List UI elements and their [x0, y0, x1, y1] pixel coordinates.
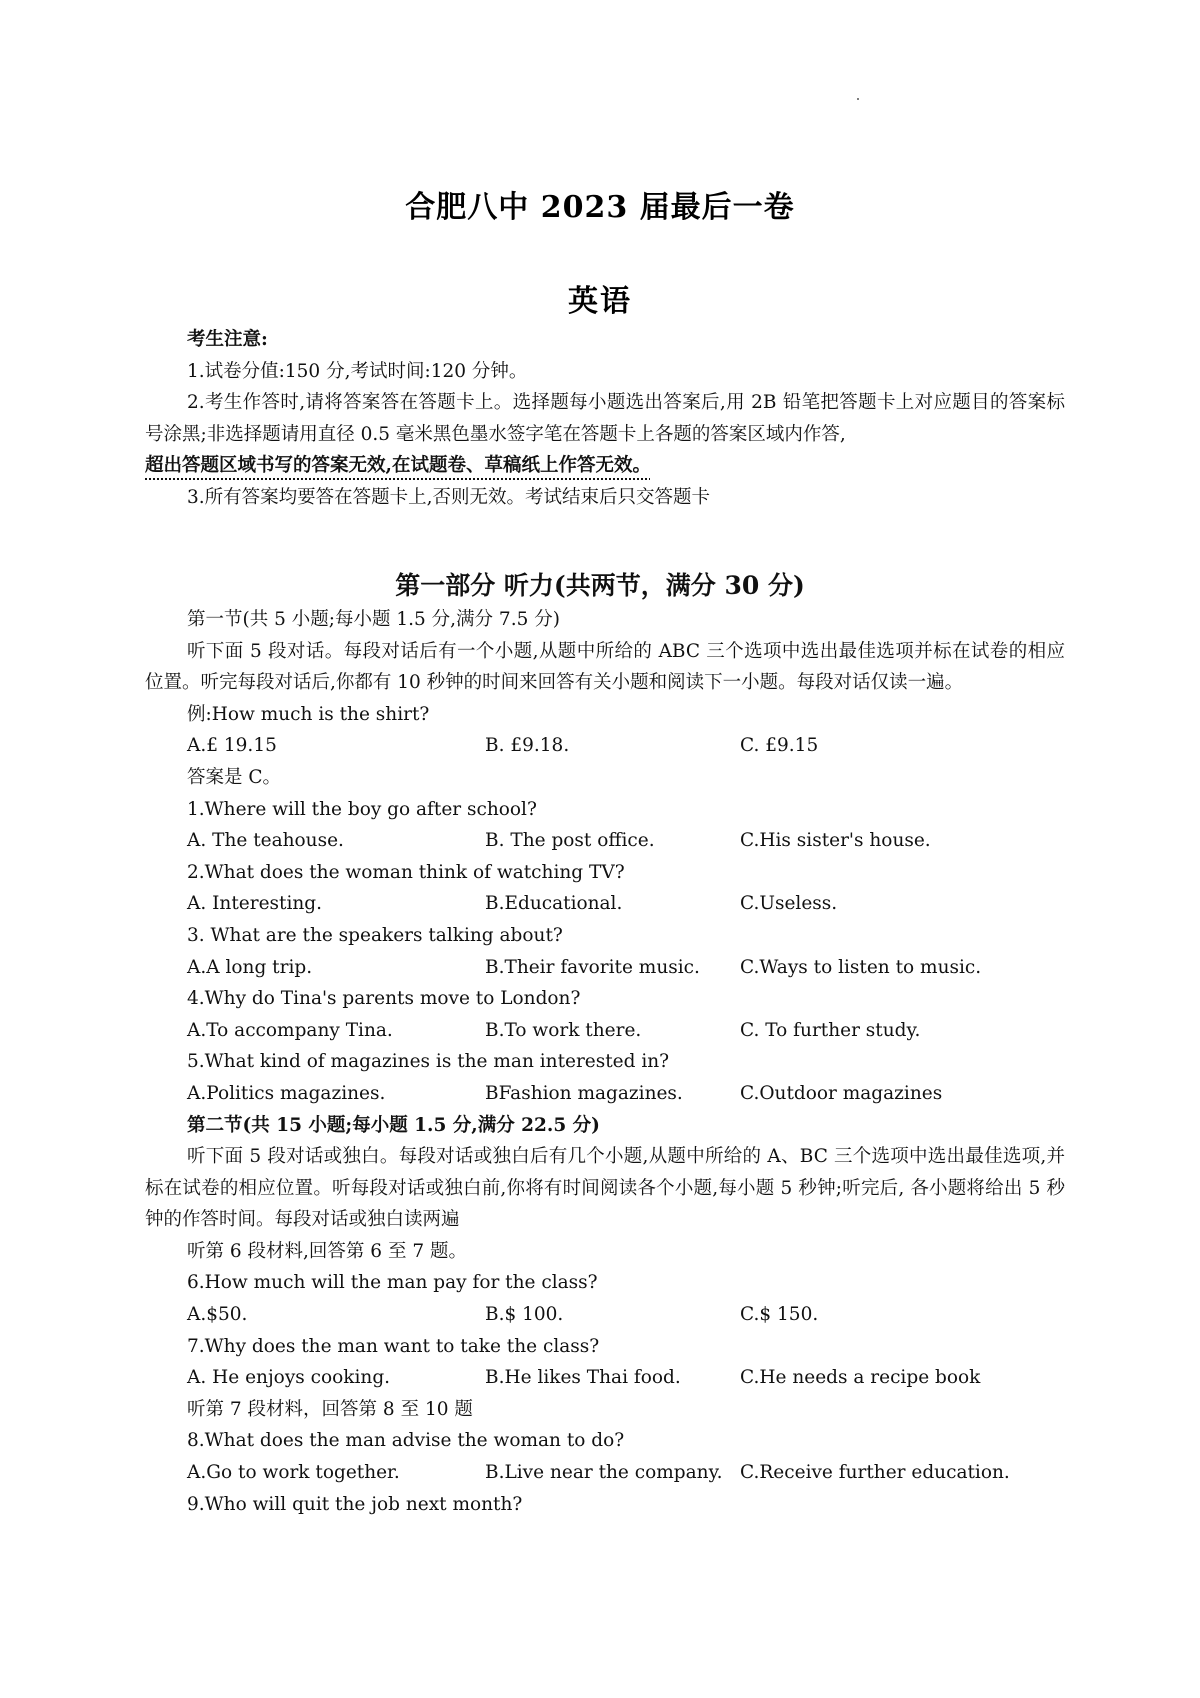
example-answer: 答案是 C。 [187, 766, 282, 788]
option-c: C.$ 150. [740, 1304, 819, 1326]
question-text: 3. What are the speakers talking about? [187, 924, 563, 946]
section2-instructions: 听下面 5 段对话或独白。每段对话或独白后有几个小题,从题中所给的 A、BC 三个选项中选出最佳选项,并标在试卷的相应位置。听每段对话或独白前,你将有时间阅读各个小题,每小题 5 秒钟;听完后, 各小题将给出 5 秒钟的作答时间。每段对话或独白读两遍 [145, 1146, 1065, 1231]
notice-item-2-emphasis: 超出答题区域书写的答案无效,在试题卷、草稿纸上作答无效。 [145, 455, 651, 477]
question-text: 7.Why does the man want to take the class? [187, 1335, 600, 1357]
option-b: B.To work there. [485, 1019, 642, 1041]
option-a: A.£ 19.15 [187, 735, 277, 757]
option-b: B. The post office. [485, 830, 655, 852]
question-text: 5.What kind of magazines is the man interested in? [187, 1051, 670, 1073]
example-question: 例:How much is the shirt? [187, 703, 430, 725]
option-b: B. £9.18. [485, 735, 570, 757]
question-options [145, 1015, 1065, 1047]
notice-heading: 考生注意: [187, 329, 268, 350]
notice-item-3: 3.所有答案均要答在答题卡上,否则无效。考试结束后只交答题卡 [187, 486, 711, 508]
material-6-label: 听第 6 段材料,回答第 6 至 7 题。 [187, 1240, 467, 1262]
option-c: C.Receive further education. [740, 1462, 1010, 1484]
question-options [145, 1362, 1065, 1394]
section1-instructions: 听下面 5 段对话。每段对话后有一个小题,从题中所给的 ABC 三个选项中选出最佳选项并标在试卷的相应位置。听完每段对话后,你都有 10 秒钟的时间来回答有关小题和阅读下一小题。每段对话仅读一遍。 [145, 640, 1065, 694]
option-b: BFashion magazines. [485, 1082, 683, 1104]
option-c: C.Outdoor magazines [740, 1082, 943, 1104]
option-a: A. Interesting. [187, 893, 323, 915]
material-7-label: 听第 7 段材料，回答第 8 至 10 题 [187, 1398, 473, 1420]
option-a: A. He enjoys cooking. [187, 1367, 391, 1389]
question-options [145, 952, 1065, 984]
notice-block [145, 324, 1065, 514]
question-text: 8.What does the man advise the woman to do? [187, 1430, 625, 1452]
option-a: A.To accompany Tina. [187, 1019, 393, 1041]
part1-heading: 第一部分 听力(共两节，满分 30 分) [395, 571, 805, 600]
subject-title: 英语 [568, 284, 632, 319]
option-b: B.$ 100. [485, 1304, 564, 1326]
option-c: C.He needs a recipe book [740, 1367, 981, 1389]
option-c: C. £9.15 [740, 735, 819, 757]
option-a: A. The teahouse. [187, 830, 344, 852]
option-b: B.Their favorite music. [485, 956, 700, 978]
question-options [145, 1299, 1065, 1331]
option-c: C.His sister's house. [740, 830, 931, 852]
option-c: C.Useless. [740, 893, 838, 915]
exam-title: 合肥八中 2023 届最后一卷 [405, 190, 795, 225]
scan-dot [857, 98, 859, 100]
section2-heading: 第二节(共 15 小题;每小题 1.5 分,满分 22.5 分) [187, 1114, 600, 1136]
option-a: A.Go to work together. [187, 1462, 400, 1484]
example-options [145, 730, 1065, 762]
option-c: C. To further study. [740, 1019, 921, 1041]
option-b: B.He likes Thai food. [485, 1367, 681, 1389]
question-options [145, 1078, 1065, 1110]
question-text: 2.What does the woman think of watching TV? [187, 861, 625, 883]
option-b: B.Educational. [485, 893, 623, 915]
question-options [145, 888, 1065, 920]
question-text: 6.How much will the man pay for the class? [187, 1272, 598, 1294]
question-text: 1.Where will the boy go after school? [187, 798, 537, 820]
question-text: 4.Why do Tina's parents move to London? [187, 988, 581, 1010]
option-a: A.$50. [187, 1304, 248, 1326]
section1-heading: 第一节(共 5 小题;每小题 1.5 分,满分 7.5 分) [187, 609, 560, 630]
question-text: 9.Who will quit the job next month? [187, 1493, 523, 1515]
question-options [145, 1457, 1065, 1489]
option-b: B.Live near the company. [485, 1462, 723, 1484]
option-a: A.A long trip. [187, 956, 313, 978]
question-options [145, 825, 1065, 857]
notice-item-2-text: 2.考生作答时,请将答案答在答题卡上。选择题每小题选出答案后,用 2B 铅笔把答题卡上对应题目的答案标号涂黑;非选择题请用直径 0.5 毫米黑色墨水签字笔在答题卡上各题的答案区域内作答, [145, 392, 1065, 445]
option-a: A.Politics magazines. [187, 1082, 386, 1104]
notice-item-2 [145, 387, 1065, 482]
option-c: C.Ways to listen to music. [740, 956, 982, 978]
section1-block [145, 604, 1065, 1520]
notice-item-1: 1.试卷分值:150 分,考试时间:120 分钟。 [187, 360, 528, 382]
